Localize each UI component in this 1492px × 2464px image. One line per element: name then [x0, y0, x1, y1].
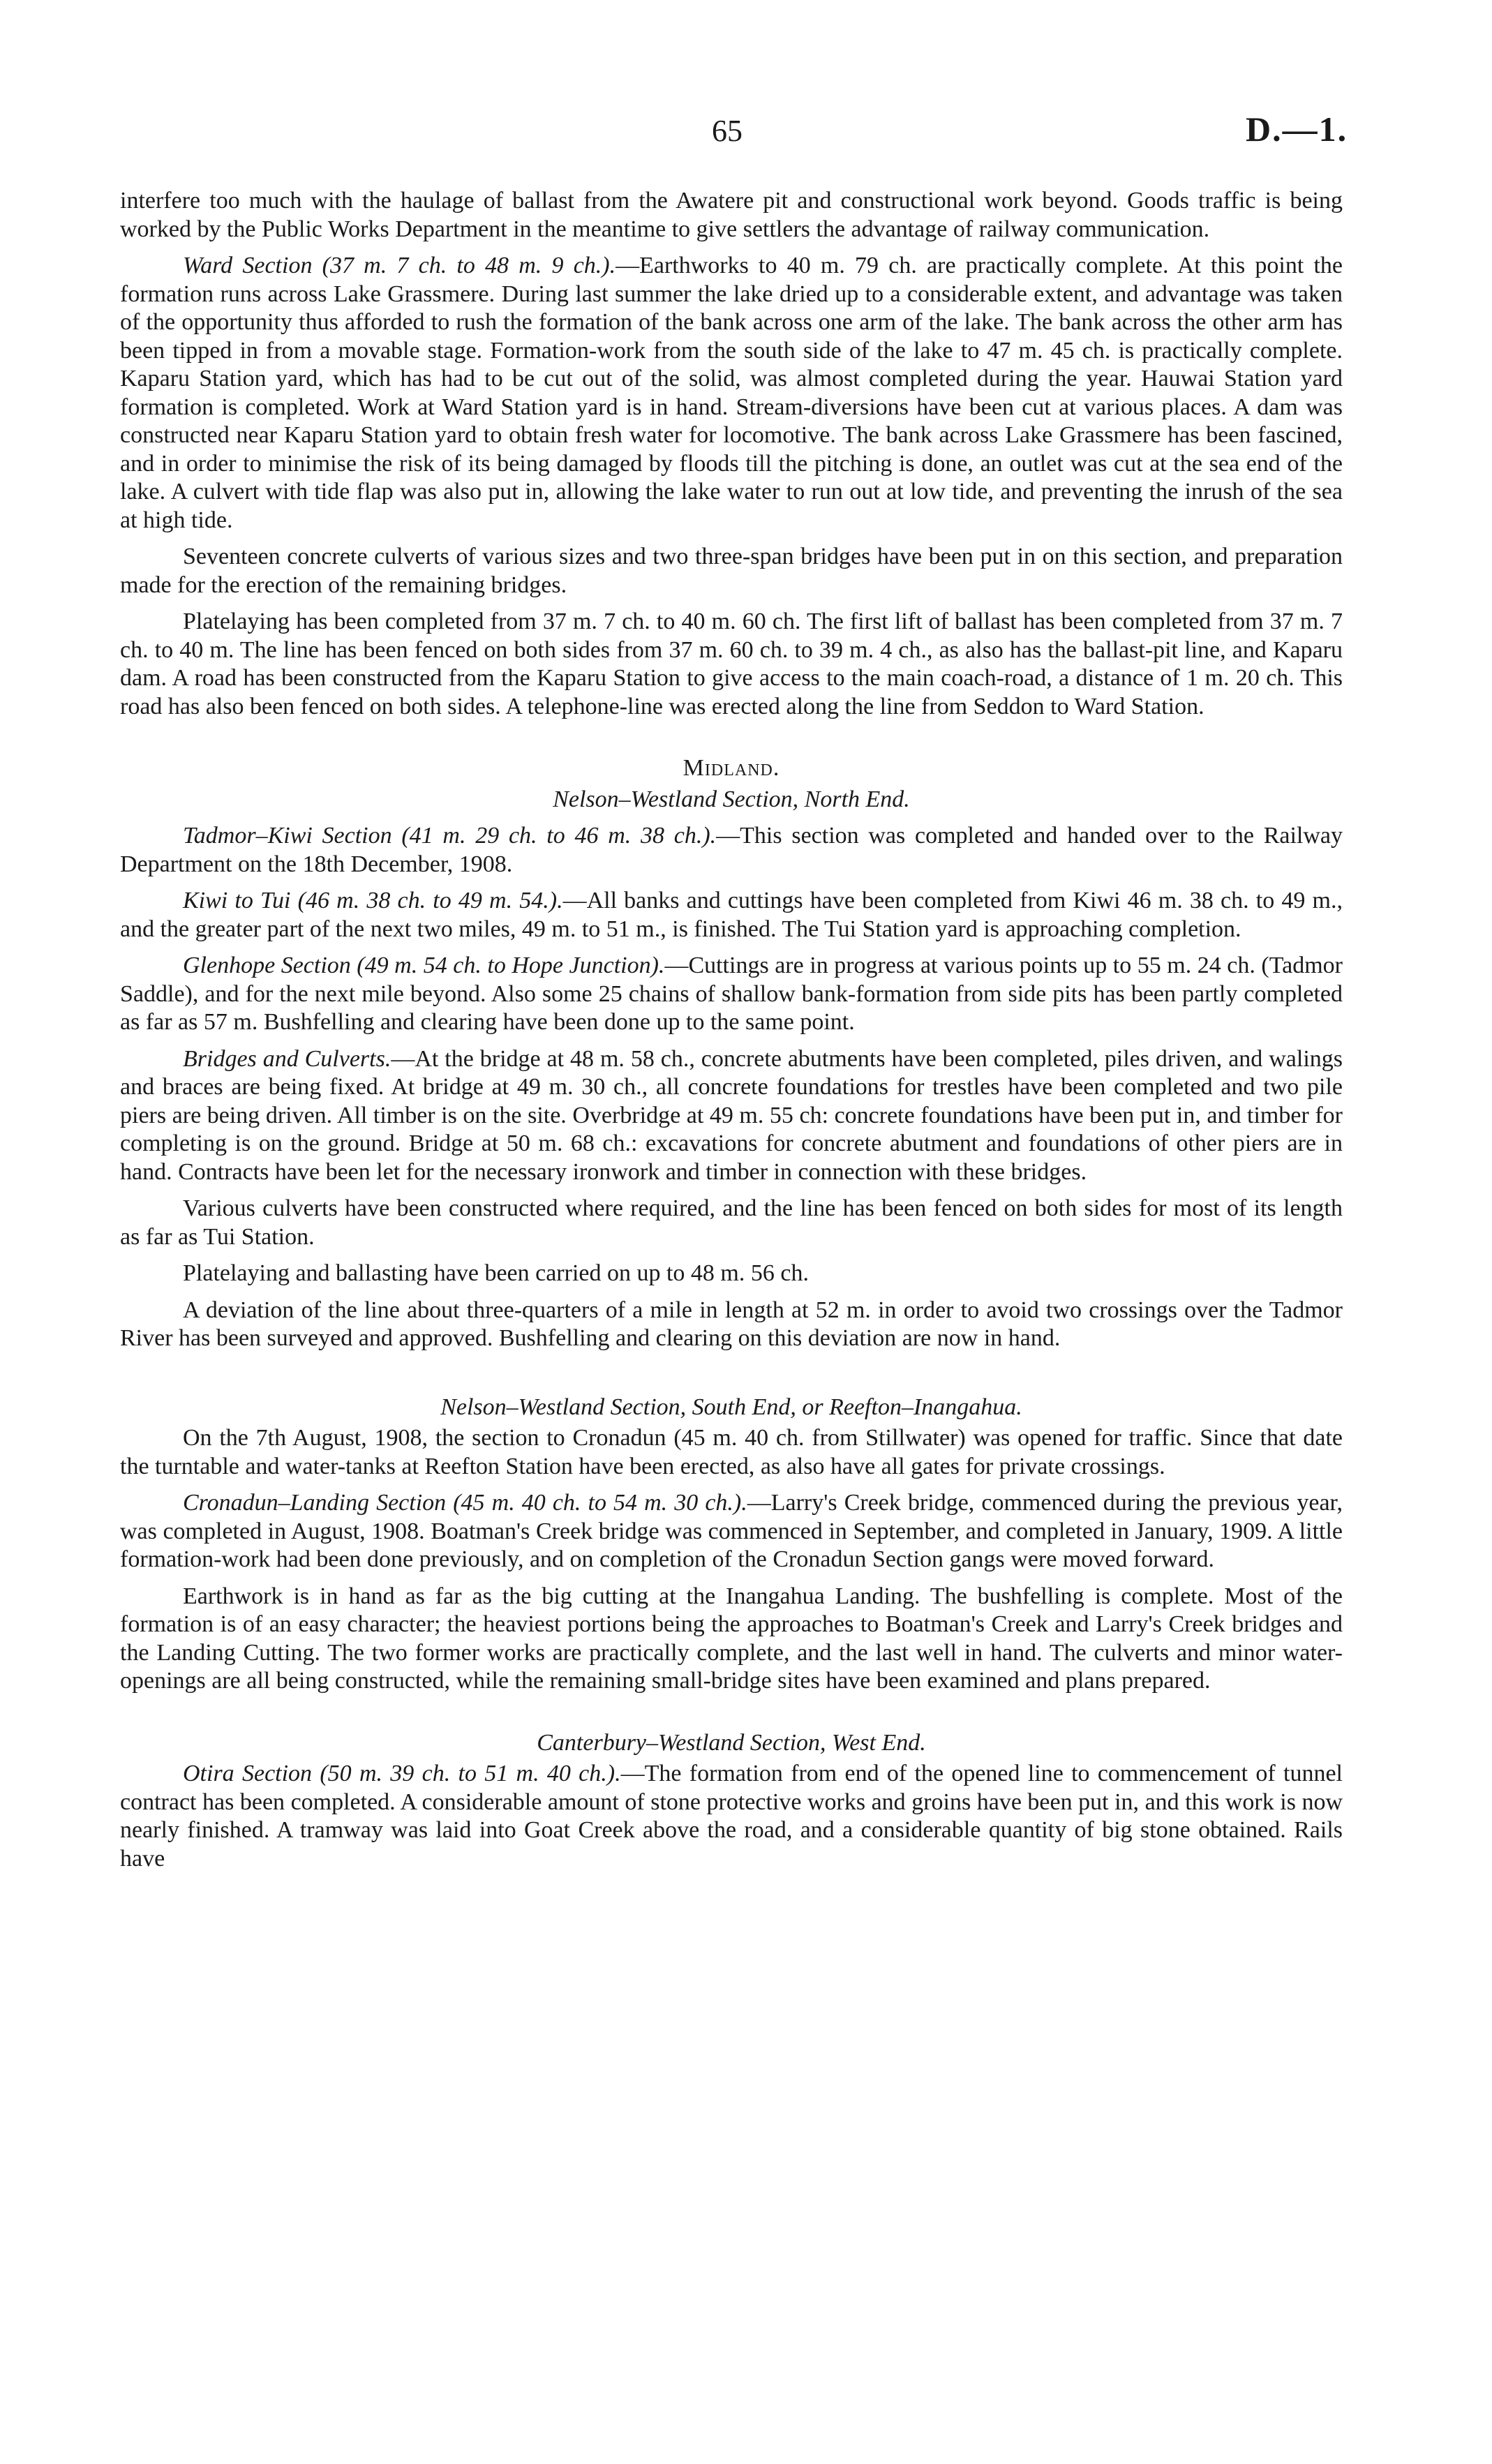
body-text — [120, 187, 1343, 1873]
glenhope-text: —Cuttings are in progress at various points up to 55 m. 24 ch. (Tadmor Saddle), and for the next mile beyond. Also some 25 chains of shallow bank-formation from side pits has been partly completed as far as 57 m. Bushfelling and clearing have been done up to the same point. — [120, 953, 1343, 1035]
kiwi-tui-text: —All banks and cuttings have been completed from Kiwi 46 m. 38 ch. to 49 m., and the greater part of the next two miles, 49 m. to 51 m., is finished. The Tui Station yard is approaching completion. — [120, 888, 1343, 942]
cronadun-landing-title: Cronadun–Landing Section (45 m. 40 ch. to 54 m. 30 ch.). — [183, 1490, 747, 1516]
paragraph-glenhope — [120, 952, 1343, 1037]
ward-section-title: Ward Section (37 m. 7 ch. to 48 m. 9 ch.). — [183, 253, 616, 278]
paragraph-continuation: interfere too much with the haulage of ballast from the Awatere pit and constructional work beyond. Goods traffic is being worked by the Public Works Department in the meantime to give settlers the advantage of railway communication. — [120, 188, 1343, 242]
paragraph-tadmor-kiwi — [120, 822, 1343, 879]
subheading-south-end: Nelson–Westland Section, South End, or Reefton–Inangahua. — [440, 1394, 1022, 1420]
paragraph-kiwi-tui — [120, 887, 1343, 943]
kiwi-tui-title: Kiwi to Tui (46 m. 38 ch. to 49 m. 54.). — [183, 888, 563, 913]
subheading-north-end: Nelson–Westland Section, North End. — [553, 786, 910, 812]
paragraph-platelaying: Platelaying has been completed from 37 m. 7 ch. to 40 m. 60 ch. The first lift of ballast has been completed from 37 m. 7 ch. to 40 m. The line has been fenced on both sides from 37 m. 60 ch. to 39 m. 4 ch., as also has the ballast-pit line, and Kaparu dam. A road has been constructed from the Kaparu Station to give access to the main coach-road, a distance of 1 m. 20 ch. This road has also been fenced on both sides. A telephone-line was erected along the line from Seddon to Ward Station. — [120, 608, 1343, 719]
bridges-culverts-text: —At the bridge at 48 m. 58 ch., concrete abutments have been completed, piles driven, and walings and braces are being fixed. At bridge at 49 m. 30 ch., all concrete foundations for trestles have been completed and two pile piers are being driven. All timber is on the site. Overbridge at 49 m. 55 ch: concrete foundations have been put in, and timber for completing is on the ground. Bridge at 50 m. 68 ch.: excavations for concrete abutment and foundations of other piers are in hand. Contracts have been let for the necessary ironwork and timber in connection with these bridges. — [120, 1045, 1343, 1185]
otira-title: Otira Section (50 m. 39 ch. to 51 m. 40 ch.). — [183, 1761, 621, 1786]
page-number: 65 — [712, 114, 743, 148]
paragraph-deviation: A deviation of the line about three-quarters of a mile in length at 52 m. in order to avoid two crossings over the Tadmor River has been surveyed and approved. Bushfelling and clearing on this deviation are now in hand. — [120, 1297, 1343, 1351]
otira-text: —The formation from end of the opened line to commencement of tunnel contract has been completed. A considerable amount of stone protective works and groins have been put in, and this work is now nearly finished. A tramway was laid into Goat Creek above the road, and a considerable quantity of big stone obtained. Rails have — [120, 1761, 1343, 1872]
tadmor-kiwi-text: —This section was completed and handed over to the Railway Department on the 18th December, 1908. — [120, 823, 1343, 877]
subheading-west-end: Canterbury–Westland Section, West End. — [537, 1729, 926, 1756]
tadmor-kiwi-title: Tadmor–Kiwi Section (41 m. 29 ch. to 46 m. 38 ch.). — [183, 823, 717, 849]
paragraph-cronadun-landing — [120, 1489, 1343, 1574]
paragraph-bridges-culverts — [120, 1045, 1343, 1187]
paragraph-platelaying-ballasting: Platelaying and ballasting have been carried on up to 48 m. 56 ch. — [183, 1260, 809, 1286]
paragraph-various-culverts: Various culverts have been constructed where required, and the line has been fenced on both sides for most of its length as far as Tui Station. — [120, 1195, 1343, 1250]
paragraph-culverts-bridges: Seventeen concrete culverts of various sizes and two three-span bridges have been put in on this section, and preparation made for the erection of the remaining bridges. — [120, 544, 1343, 598]
ward-section-text: —Earthworks to 40 m. 79 ch. are practically complete. At this point the formation runs across Lake Grassmere. During last summer the lake dried up to a considerable extent, and advantage was taken of the opportunity thus afforded to rush the formation of the bank across one arm of the lake. The bank across the other arm has been tipped in from a movable stage. Formation-work from the south side of the lake to 47 m. 45 ch. is practically complete. Kaparu Station yard, which has had to be cut out of the solid, was almost completed during the year. Hauwai Station yard formation is completed. Work at Ward Station yard is in hand. Stream-diversions have been cut at various places. A dam was constructed near Kaparu Station yard to obtain fresh water for locomotive. The bank across Lake Grassmere has been fascined, and in order to minimise the risk of its being damaged by floods till the pitching is done, an outlet was cut at the sea end of the lake. A culvert with tide flap was also put in, allowing the lake water to run out at low tide, and preventing the inrush of the sea at high tide. — [120, 253, 1343, 533]
cronadun-landing-text: —Larry's Creek bridge, commenced during the previous year, was completed in August, 1908. Boatman's Creek bridge was commenced in September, and completed in January, 1909. A little formation-work had been done previously, and on completion of the Cronadun Section gangs were moved forward. — [120, 1490, 1343, 1572]
paragraph-earthwork: Earthwork is in hand as far as the big cutting at the Inangahua Landing. The bushfelling is complete. Most of the formation is of an easy character; the heaviest portions being the approaches to Boatman's Creek and Larry's Creek bridges and the Landing Cutting. The two former works are practically complete, and the last well in hand. The culverts and minor water-openings are all being constructed, while the remaining small-bridge sites have been examined and plans prepared. — [120, 1583, 1343, 1694]
document-reference: D.—1. — [1246, 110, 1348, 149]
paragraph-cronadun-opened: On the 7th August, 1908, the section to Cronadun (45 m. 40 ch. from Stillwater) was opened for traffic. Since that date the turntable and water-tanks at Reefton Station have been erected, as also have all gates for private crossings. — [120, 1425, 1343, 1479]
heading-midland: Midland. — [682, 755, 780, 781]
glenhope-title: Glenhope Section (49 m. 54 ch. to Hope Junction). — [183, 953, 665, 978]
paragraph-ward-section — [120, 252, 1343, 535]
paragraph-otira — [120, 1760, 1343, 1873]
bridges-culverts-title: Bridges and Culverts. — [183, 1045, 391, 1072]
